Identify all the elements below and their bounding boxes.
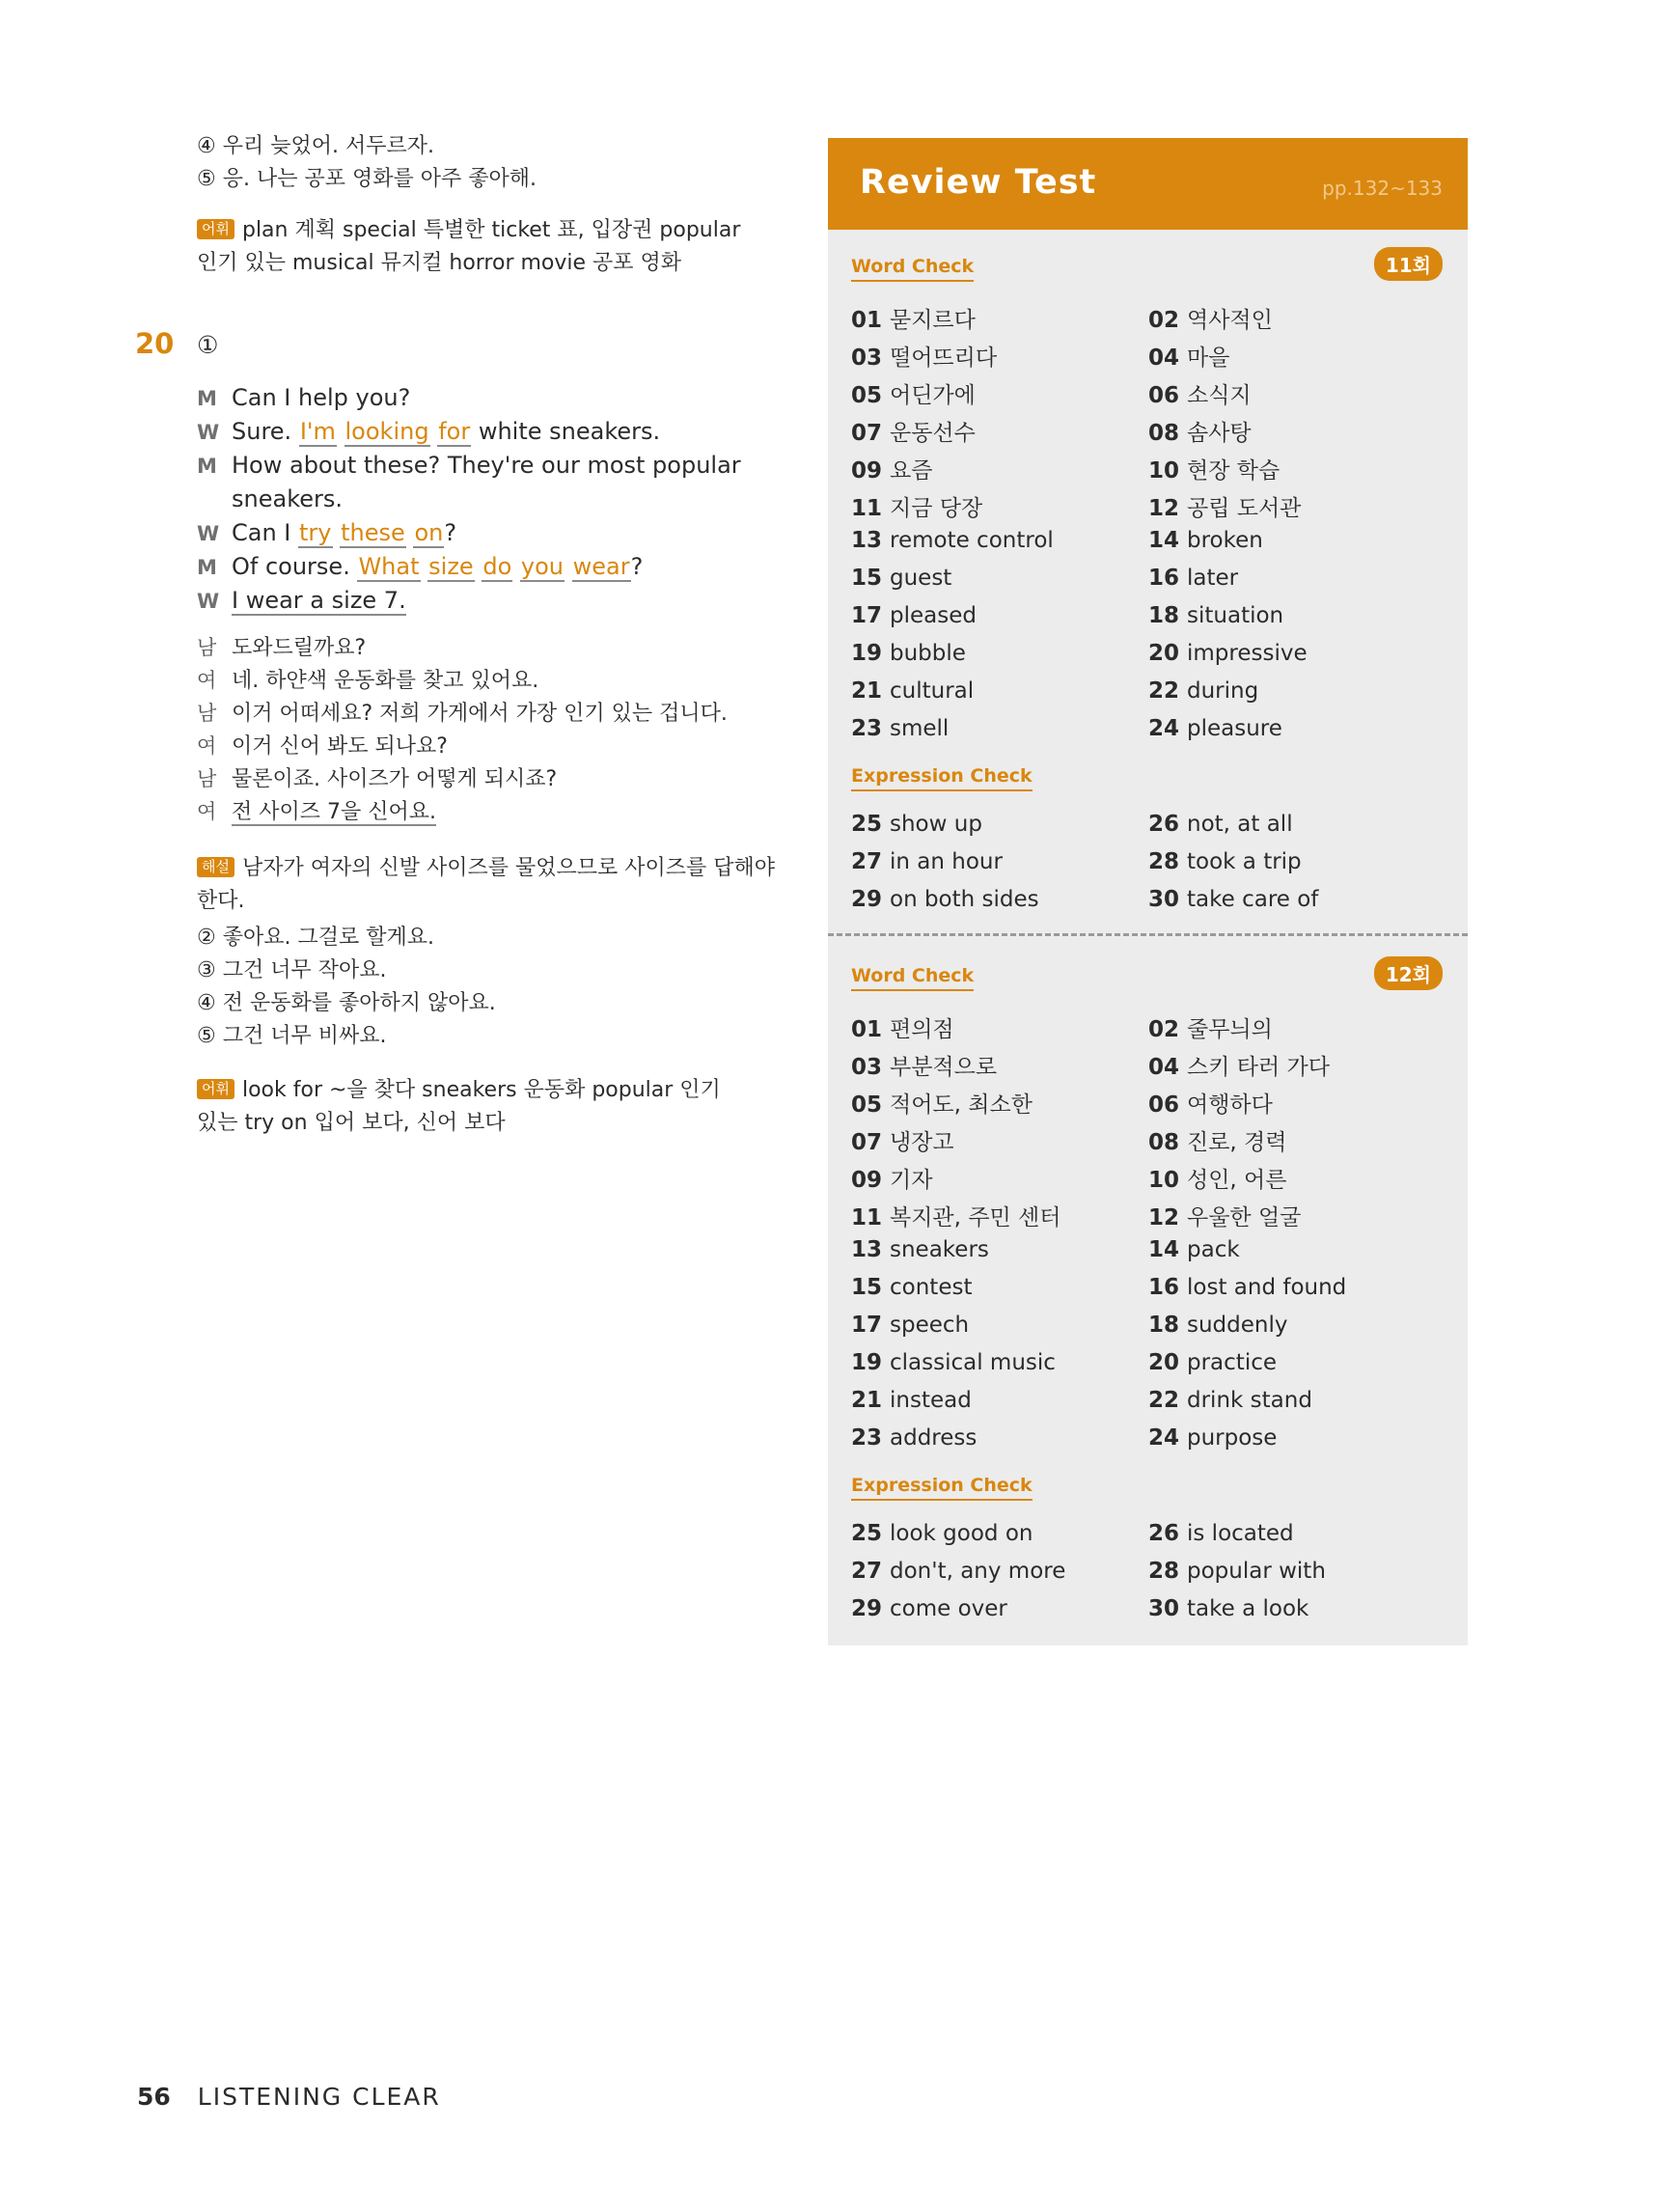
vocab-badge: 어휘 [197,1079,234,1099]
item-number: 03 [851,1055,883,1080]
vocab-line: 인기 있는 musical 뮤지컬 horror movie 공포 영화 [197,251,682,275]
review-item [1148,1559,1326,1584]
review-item [1148,1425,1277,1451]
item-number: 01 [851,308,883,333]
dialog-text: ? [444,519,457,546]
item-text: classical music [890,1350,1056,1375]
review-item [851,415,976,447]
review-item [1148,1275,1346,1300]
item-number: 02 [1148,308,1180,333]
speaker: 남 [197,702,217,725]
item-text: sneakers [890,1237,989,1262]
speaker: W [197,522,220,545]
review-item [851,1162,932,1194]
section-divider [828,933,1468,936]
item-text: took a trip [1187,849,1302,874]
speaker: 여 [197,669,217,692]
review-item [1148,528,1263,553]
review-item [1148,1200,1301,1231]
translation-text: 전 사이즈 7을 신어요. [232,800,436,824]
word-check-heading: Word Check [851,256,974,282]
item-text: pleased [890,603,977,628]
translation-text: 물론이죠. 사이즈가 어떻게 되시죠? [232,767,558,791]
item-text: situation [1187,603,1284,628]
review-item [1148,1124,1287,1156]
page-reference: pp.132~133 [1322,177,1443,200]
item-text: 적어도, 최소한 [890,1092,1033,1118]
item-number: 19 [851,1350,883,1375]
expression-check-heading: Expression Check [851,765,1033,791]
item-number: 16 [1148,566,1180,591]
blank-answer: for [438,418,471,445]
item-number: 12 [1148,1205,1180,1230]
dialog-text: I wear a size 7. [232,587,406,614]
translation-text: 네. 하얀색 운동화를 찾고 있어요. [232,669,539,693]
item-text: pleasure [1187,716,1282,741]
session-badge: 11회 [1374,247,1443,281]
speaker: 남 [197,767,217,790]
item-number: 25 [851,812,883,837]
item-number: 22 [1148,678,1180,704]
wrong-option: ② 좋아요. 그걸로 할게요. [197,926,434,950]
review-item [1148,340,1229,372]
speaker: 남 [197,636,217,659]
item-text: 복지관, 주민 센터 [890,1205,1061,1230]
review-item [1148,302,1273,334]
item-number: 06 [1148,383,1180,408]
speaker: W [197,590,220,613]
item-number: 10 [1148,458,1180,484]
item-number: 15 [851,566,883,591]
blank-answer: do [482,553,512,580]
item-number: 13 [851,528,883,553]
explanation-badge: 해설 [197,857,234,877]
item-text: 떨어뜨리다 [890,346,998,371]
dialog-line [197,518,456,548]
item-text: is located [1187,1521,1294,1546]
item-text: 마을 [1187,346,1230,371]
wrong-option: ⑤ 그건 너무 비싸요. [197,1024,387,1048]
item-number: 30 [1148,1596,1180,1621]
translation-line [197,633,366,663]
item-text: instead [890,1388,972,1413]
review-item [851,1596,1007,1621]
review-item [851,1237,989,1262]
item-text: 진로, 경력 [1187,1130,1287,1155]
vocab-line [197,216,740,245]
dialog-line [197,417,660,447]
item-number: 10 [1148,1168,1180,1193]
speaker: 여 [197,800,217,823]
review-item [1148,1237,1240,1262]
item-number: 17 [851,1313,883,1338]
item-text: pack [1187,1237,1240,1262]
dialog-line [197,451,741,481]
review-item [851,678,974,704]
item-number: 29 [851,887,883,912]
item-text: 지금 당장 [890,496,983,521]
dialog-text: sneakers. [232,485,343,512]
item-text: take care of [1187,887,1319,912]
vocab-text: look for ~을 찾다 sneakers 운동화 popular 인기 [241,1078,721,1102]
item-text: later [1187,566,1239,591]
translation-text: 도와드릴까요? [232,636,367,660]
item-number: 16 [1148,1275,1180,1300]
prev-option-5: ⑤ 응. 나는 공포 영화를 아주 좋아해. [197,167,537,191]
item-text: not, at all [1187,812,1293,837]
review-item [1148,716,1282,741]
item-number: 07 [851,1130,883,1155]
review-item [1148,887,1318,912]
vocab-line: 있는 try on 입어 보다, 신어 보다 [197,1111,506,1135]
item-number: 09 [851,458,883,484]
item-number: 06 [1148,1092,1180,1118]
translation-line [197,732,448,761]
item-text: suddenly [1187,1313,1288,1338]
item-text: 부분적으로 [890,1055,998,1080]
review-item [851,566,951,591]
translation-line [197,699,728,729]
item-text: 어딘가에 [890,383,976,408]
explanation-text: 한다. [197,889,245,913]
dialog-line [197,552,643,582]
item-number: 14 [1148,1237,1180,1262]
item-text: come over [890,1596,1007,1621]
speaker: M [197,556,217,579]
item-number: 14 [1148,528,1180,553]
review-item [851,1350,1056,1375]
review-item [1148,453,1280,484]
review-item [1148,603,1283,628]
question-number: 20 [135,327,175,360]
review-item [851,1388,972,1413]
review-item [851,1087,1033,1119]
translation-line [197,666,538,696]
item-text: impressive [1187,641,1308,666]
item-text: 요즘 [890,458,933,484]
item-number: 24 [1148,716,1180,741]
dialog-text: How about these? They're our most popular [232,452,741,479]
item-text: 줄무늬의 [1187,1017,1273,1042]
review-item [851,1521,1033,1546]
review-item [851,1011,954,1043]
blank-answer: on [414,519,444,546]
item-number: 23 [851,1425,883,1451]
speaker: 여 [197,734,217,758]
item-text: 역사적인 [1187,308,1273,333]
item-text: 현장 학습 [1187,458,1281,484]
review-item [1148,1521,1294,1546]
review-item [851,302,976,334]
item-text: purpose [1187,1425,1278,1451]
review-item [1148,377,1252,409]
translation-text: 이거 신어 봐도 되나요? [232,734,448,759]
speaker: W [197,421,220,444]
review-item [851,716,949,741]
dialog-line [197,383,410,413]
dialog-text: white sneakers. [471,418,661,445]
book-title: LISTENING CLEAR [197,2083,441,2111]
item-text: 소식지 [1187,383,1252,408]
question-answer: ① [197,331,219,359]
blank-answer: size [428,553,474,580]
item-text: 성인, 어른 [1187,1168,1287,1193]
item-text: 우울한 얼굴 [1187,1205,1302,1230]
item-text: during [1187,678,1259,704]
item-number: 12 [1148,496,1180,521]
wrong-option: ④ 전 운동화를 좋아하지 않아요. [197,991,496,1015]
review-item [851,1559,1065,1584]
blank-answer: try [299,519,332,546]
review-item [851,603,977,628]
review-item [851,1313,969,1338]
dialog-text: Can I [232,519,299,546]
item-text: show up [890,812,982,837]
review-title: Review Test [860,163,1097,202]
answer-explanation-column [0,0,830,2212]
page-number: 56 [137,2083,171,2111]
item-text: popular with [1187,1559,1326,1584]
review-item [1148,812,1293,837]
item-text: drink stand [1187,1388,1312,1413]
item-number: 19 [851,641,883,666]
dialog-text: Sure. [232,418,299,445]
item-text: contest [890,1275,973,1300]
item-text: smell [890,716,950,741]
item-number: 21 [851,678,883,704]
item-text: 스키 타러 가다 [1187,1055,1330,1080]
item-text: 솜사탕 [1187,421,1252,446]
item-number: 22 [1148,1388,1180,1413]
item-text: address [890,1425,978,1451]
blank-answer: I'm [299,418,336,445]
item-number: 09 [851,1168,883,1193]
review-item [1148,415,1252,447]
item-number: 27 [851,849,883,874]
item-number: 20 [1148,641,1180,666]
vocab-text: plan 계획 special 특별한 ticket 표, 입장권 popular [241,218,741,242]
review-item [1148,641,1308,666]
word-check-heading: Word Check [851,965,974,991]
review-item [851,1275,972,1300]
review-item [851,641,966,666]
item-text: cultural [890,678,975,704]
item-text: 공립 도서관 [1187,496,1302,521]
review-item [1148,1162,1287,1194]
review-item [851,1425,977,1451]
review-item [851,1049,997,1081]
review-item [1148,1350,1277,1375]
item-text: speech [890,1313,970,1338]
explanation-line [197,854,775,883]
review-item [1148,1049,1330,1081]
item-number: 04 [1148,346,1180,371]
review-item [851,812,982,837]
vocab-badge: 어휘 [197,219,234,239]
item-text: broken [1187,528,1263,553]
dialog-text: ? [630,553,644,580]
item-text: practice [1187,1350,1277,1375]
item-text: don't, any more [890,1559,1066,1584]
translation-text: 이거 어떠세요? 저희 가게에서 가장 인기 있는 겁니다. [232,702,728,726]
item-number: 18 [1148,1313,1180,1338]
item-number: 25 [851,1521,883,1546]
item-text: 기자 [890,1168,933,1193]
item-number: 17 [851,603,883,628]
item-number: 27 [851,1559,883,1584]
item-number: 26 [1148,1521,1180,1546]
item-text: guest [890,566,952,591]
review-item [1148,1596,1308,1621]
prev-option-4: ④ 우리 늦었어. 서두르자. [197,134,434,158]
item-number: 08 [1148,1130,1180,1155]
review-item [851,528,1054,553]
review-item [1148,566,1238,591]
item-number: 01 [851,1017,883,1042]
item-text: look good on [890,1521,1033,1546]
vocab-line [197,1076,721,1105]
item-number: 04 [1148,1055,1180,1080]
explanation-text: 남자가 여자의 신발 사이즈를 물었으므로 사이즈를 답해야 [241,856,775,880]
review-item [1148,490,1301,522]
item-text: take a look [1187,1596,1309,1621]
item-number: 07 [851,421,883,446]
speaker: M [197,387,217,410]
item-number: 13 [851,1237,883,1262]
item-number: 23 [851,716,883,741]
item-number: 18 [1148,603,1180,628]
item-number: 20 [1148,1350,1180,1375]
item-number: 28 [1148,1559,1180,1584]
review-item [851,849,1003,874]
item-text: bubble [890,641,966,666]
blank-answer: these [341,519,405,546]
blank-answer: What [358,553,420,580]
item-number: 05 [851,1092,883,1118]
review-item [851,490,982,522]
item-number: 29 [851,1596,883,1621]
item-number: 28 [1148,849,1180,874]
blank-answer: wear [572,553,630,580]
review-item [1148,1087,1273,1119]
item-text: 묻지르다 [890,308,976,333]
item-text: in an hour [890,849,1003,874]
review-item [1148,849,1302,874]
blank-answer: you [520,553,565,580]
review-item [851,1124,954,1156]
item-number: 08 [1148,421,1180,446]
blank-answer: looking [344,418,429,445]
item-number: 11 [851,496,883,521]
review-item [851,340,997,372]
item-number: 15 [851,1275,883,1300]
dialog-text: Can I help you? [232,384,411,411]
review-test-box [828,138,1468,1645]
translation-line [197,764,557,794]
item-text: remote control [890,528,1054,553]
review-header [828,138,1468,230]
item-number: 03 [851,346,883,371]
review-item [851,1200,1060,1231]
item-number: 11 [851,1205,883,1230]
item-text: 여행하다 [1187,1092,1273,1118]
review-item [1148,1011,1273,1043]
review-item [851,887,1039,912]
item-number: 21 [851,1388,883,1413]
item-number: 02 [1148,1017,1180,1042]
speaker: M [197,455,217,478]
review-item [851,377,976,409]
review-item [1148,1313,1288,1338]
item-text: lost and found [1187,1275,1347,1300]
item-number: 30 [1148,887,1180,912]
item-text: 냉장고 [890,1130,954,1155]
item-text: on both sides [890,887,1039,912]
review-item [851,453,932,484]
item-text: 운동선수 [890,421,976,446]
wrong-option: ③ 그건 너무 작아요. [197,958,387,982]
item-number: 26 [1148,812,1180,837]
review-item [1148,1388,1312,1413]
session-badge: 12회 [1374,956,1443,990]
item-text: 편의점 [890,1017,954,1042]
item-number: 24 [1148,1425,1180,1451]
dialog-text: Of course. [232,553,358,580]
item-number: 05 [851,383,883,408]
expression-check-heading: Expression Check [851,1475,1033,1501]
dialog-line [197,586,406,616]
translation-line [197,797,436,827]
review-item [1148,678,1258,704]
page-footer [137,2083,441,2111]
